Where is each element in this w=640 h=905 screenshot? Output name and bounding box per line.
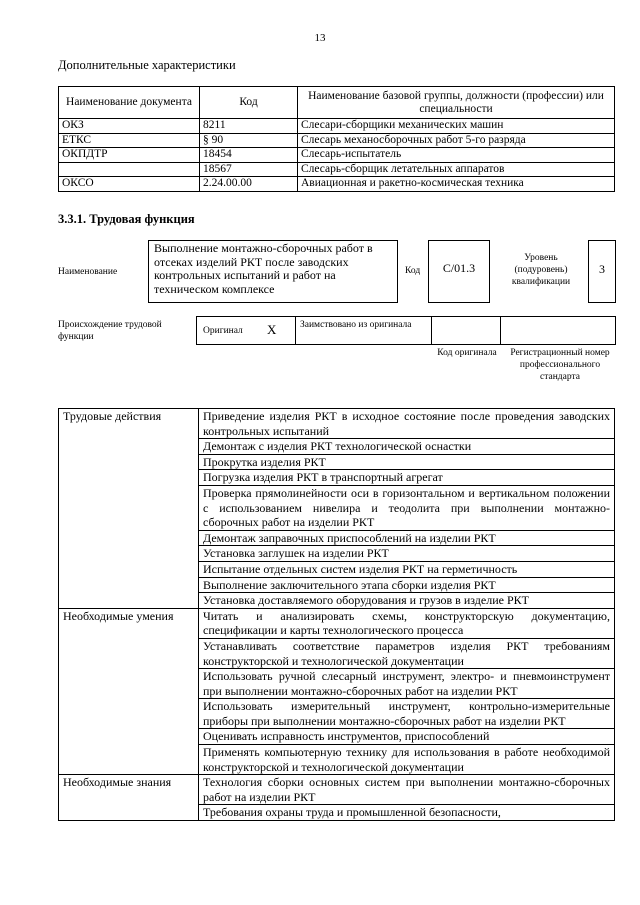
page-number: 13: [314, 32, 326, 44]
category-actions: Трудовые действия: [59, 409, 199, 609]
action-item: Погрузка изделия РКТ в транспортный агрегат: [199, 470, 615, 486]
action-item: Прокрутка изделия РКТ: [199, 454, 615, 470]
table-row: [59, 409, 615, 439]
level-box: 3: [588, 240, 616, 303]
cell-doc: ОКПДТР: [59, 148, 200, 163]
cell-name: Слесари-сборщики механических машин: [298, 119, 615, 134]
table-header-row: [59, 87, 615, 119]
code-label: Код: [405, 266, 421, 276]
header-group-name: Наименование базовой группы, должности (профессии) или специальности: [298, 87, 615, 119]
header-document: Наименование документа: [59, 87, 200, 119]
action-item: Демонтаж с изделия РКТ технологической оснастки: [199, 439, 615, 455]
action-item: Приведение изделия РКТ в исходное состояние после проведения заводских контрольных испытаний: [199, 409, 615, 439]
cell-code: 8211: [200, 119, 298, 134]
skill-item: Применять компьютерную технику для использования в работе необходимой конструкторской и технологической документации: [199, 745, 615, 775]
skill-item: Использовать измерительный инструмент, контрольно-измерительные приборы при выполнении монтажно-сборочных работ на изделии РКТ: [199, 699, 615, 729]
cell-code: 18454: [200, 148, 298, 163]
function-name-box: Выполнение монтажно-сборочных работ в отсеках изделий РКТ после заводских контрольных испытаний и работ на техническом комплексе: [148, 240, 398, 303]
registration-number-cell: [500, 316, 616, 345]
cell-doc: ОКЗ: [59, 119, 200, 134]
header-code: Код: [200, 87, 298, 119]
category-skills: Необходимые умения: [59, 608, 199, 775]
table-row: [59, 133, 615, 148]
cell-doc: ОКСО: [59, 177, 200, 192]
skill-item: Читать и анализировать схемы, конструкторскую документацию, спецификации и карты технологического процесса: [199, 608, 615, 638]
cell-code: 18567: [200, 162, 298, 177]
function-code-box: С/01.3: [428, 240, 490, 303]
skill-item: Устанавливать соответствие параметров изделия РКТ требованиям конструкторской и технологической документации: [199, 638, 615, 668]
registration-number-caption: Регистрационный номер профессионального стандарта: [510, 348, 610, 382]
table-row: [59, 162, 615, 177]
original-code-cell: [431, 316, 501, 345]
skill-item: Использовать ручной слесарный инструмент, электро- и пневмоинструмент при выполнении монтажно-сборочных работ на изделии РКТ: [199, 669, 615, 699]
skill-item: Оценивать исправность инструментов, приспособлений: [199, 729, 615, 745]
name-label: Наименование: [58, 267, 118, 277]
origin-label: Происхождение трудовой функции: [58, 320, 162, 342]
cell-name: Слесарь механосборочных работ 5-го разряда: [298, 133, 615, 148]
level-label: Уровень (подуровень) квалификации: [511, 253, 571, 287]
cell-doc: ЕТКС: [59, 133, 200, 148]
cell-name: Авиационная и ракетно-космическая техника: [298, 177, 615, 192]
cell-doc: [59, 162, 200, 177]
labor-table: [58, 408, 615, 821]
table-row: [59, 177, 615, 192]
original-label: Оригинал: [203, 326, 243, 336]
borrowed-label: Заимствовано из оригинала: [295, 316, 432, 345]
characteristics-table: [58, 86, 615, 192]
additional-characteristics-title: Дополнительные характеристики: [58, 58, 236, 72]
table-row: [59, 775, 615, 805]
table-row: [59, 608, 615, 638]
cell-name: Слесарь-испытатель: [298, 148, 615, 163]
original-code-caption: Код оригинала: [437, 348, 497, 358]
knowledge-item: Требования охраны труда и промышленной безопасности,: [199, 805, 615, 821]
category-knowledge: Необходимые знания: [59, 775, 199, 821]
action-item: Демонтаж заправочных приспособлений на изделии РКТ: [199, 530, 615, 546]
knowledge-item: Технология сборки основных систем при выполнении монтажно-сборочных работ на изделии РКТ: [199, 775, 615, 805]
table-row: [59, 119, 615, 134]
action-item: Выполнение заключительного этапа сборки изделия РКТ: [199, 577, 615, 593]
action-item: Испытание отдельных систем изделия РКТ на герметичность: [199, 561, 615, 577]
action-item: Установка заглушек на изделии РКТ: [199, 546, 615, 562]
origin-row: [196, 316, 616, 345]
cell-name: Слесарь-сборщик летательных аппаратов: [298, 162, 615, 177]
cell-code: 2.24.00.00: [200, 177, 298, 192]
original-cell: [196, 316, 296, 345]
action-item: Установка доставляемого оборудования и грузов в изделие РКТ: [199, 593, 615, 609]
cell-code: § 90: [200, 133, 298, 148]
function-heading: 3.3.1. Трудовая функция: [58, 212, 195, 226]
table-row: [59, 148, 615, 163]
action-item: Проверка прямолинейности оси в горизонтальном и вертикальном положении с использованием нивелира и теодолита при выполнении монтажно-сборочных работ на изделии РКТ: [199, 485, 615, 530]
original-mark: X: [267, 322, 277, 337]
